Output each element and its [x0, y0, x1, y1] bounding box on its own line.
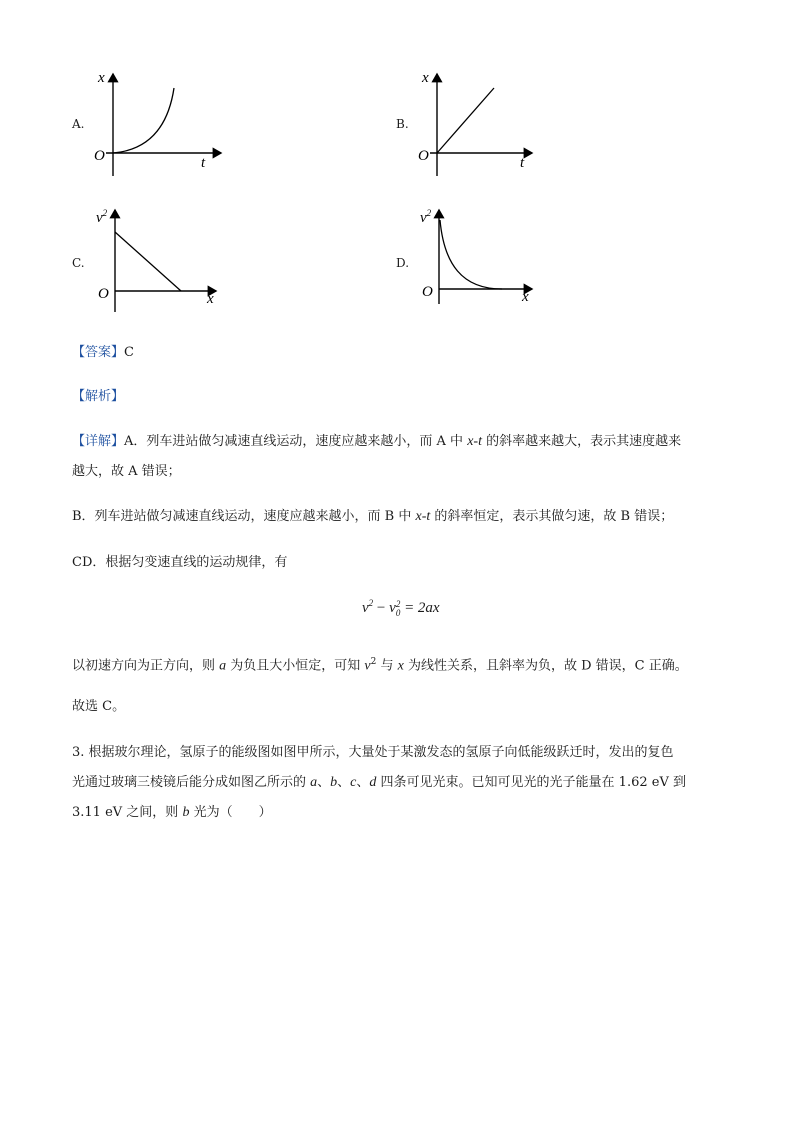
detail-text: A．列车进站做匀减速直线运动，速度应越来越小，而 A 中	[124, 434, 468, 449]
option-d-label: D.	[396, 256, 410, 270]
question3-line-2	[72, 773, 686, 793]
option-a-label: A.	[72, 117, 85, 131]
analysis-tag: 【解析】	[72, 389, 125, 404]
line-linear	[437, 88, 494, 153]
origin-label: O	[94, 148, 105, 164]
y-axis-label: $v^2$	[420, 208, 432, 226]
variable-x: x	[397, 658, 404, 674]
detail-line-4: CD．根据匀变速直线的运动规律，有	[72, 555, 288, 570]
variable-b: b	[182, 805, 190, 820]
superscript: 2	[370, 657, 377, 667]
q3-text: 光为（ ）	[189, 805, 272, 820]
detail-text: 的斜率恒定，表示其做匀速，故 B 错误；	[430, 509, 674, 524]
formula-minus: −	[373, 600, 390, 616]
x-axis-label: x	[207, 291, 214, 307]
detail-line-2: 越大，故 A 错误；	[72, 464, 181, 479]
formula-sup: 2	[368, 598, 374, 608]
variable-v: v	[364, 658, 371, 674]
option-b-label: B.	[396, 117, 409, 131]
origin-label: O	[422, 284, 433, 300]
origin-label: O	[418, 148, 429, 164]
detail-line-6: 故选 C。	[72, 699, 126, 714]
line-decreasing	[115, 232, 181, 291]
q3-text: 四条可见光束。已知可见光的光子能量在 1.62 eV 到	[376, 775, 686, 790]
variable-b: b	[330, 775, 338, 790]
x-axis-label: t	[201, 155, 206, 171]
y-axis-label: $v^2$	[96, 208, 108, 226]
formula-v0: v	[389, 600, 396, 616]
detail-line-1	[72, 432, 681, 452]
y-axis-label: x	[422, 70, 429, 86]
graph-d	[412, 204, 552, 316]
formula-sup: 2	[395, 598, 401, 609]
graph-c	[88, 204, 228, 316]
analysis-heading	[72, 387, 124, 407]
variable-d: d	[369, 775, 377, 790]
x-axis-label: t	[520, 155, 525, 171]
question3-line-1: 3. 根据玻尔理论，氢原子的能级图如图甲所示，大量处于某激发态的氢原子向低能级跃迁时，发出的复色	[72, 745, 674, 760]
detail-text: B．列车进站做匀减速直线运动，速度应越来越小，而 B 中	[72, 509, 416, 524]
question3-line-3	[72, 803, 272, 823]
variable-xt: x-t	[415, 509, 431, 524]
detail-text: 为负且大小恒定，可知	[226, 658, 365, 674]
graph-b	[412, 68, 552, 180]
answer-value: C	[124, 345, 134, 360]
formula-rhs: = 2ax	[400, 600, 440, 616]
q3-text: 3.11 eV 之间，则	[72, 805, 183, 820]
detail-line-3	[72, 507, 673, 527]
detail-tag: 【详解】	[72, 434, 125, 449]
detail-text: 以初速方向为正方向，则	[72, 658, 220, 674]
y-axis-label: x	[98, 70, 105, 86]
formula-v: v	[362, 600, 369, 616]
variable-c: c	[350, 775, 357, 790]
detail-line-5	[72, 652, 688, 676]
separator: 、	[337, 775, 351, 790]
answer-line	[72, 343, 134, 363]
curve-decay	[440, 220, 502, 289]
x-axis-label: x	[522, 289, 529, 305]
origin-label: O	[98, 286, 109, 302]
variable-xt: x-t	[467, 434, 482, 449]
curve-exponential	[113, 88, 174, 153]
variable-a: a	[310, 775, 318, 790]
graph-a	[88, 68, 228, 180]
detail-text: 为线性关系，且斜率为负，故 D 错误，C 正确。	[403, 658, 688, 674]
detail-text: 的斜率越来越大，表示其速度越来	[481, 434, 682, 449]
formula	[362, 598, 440, 618]
option-c-label: C.	[72, 256, 85, 270]
q3-text: 光通过玻璃三棱镜后能分成如图乙所示的	[72, 775, 311, 790]
detail-text: 与	[376, 658, 398, 674]
separator: 、	[317, 775, 331, 790]
answer-tag: 【答案】	[72, 345, 125, 360]
variable-a: a	[219, 658, 227, 674]
formula-sub: 0	[395, 607, 401, 618]
separator: 、	[356, 775, 370, 790]
